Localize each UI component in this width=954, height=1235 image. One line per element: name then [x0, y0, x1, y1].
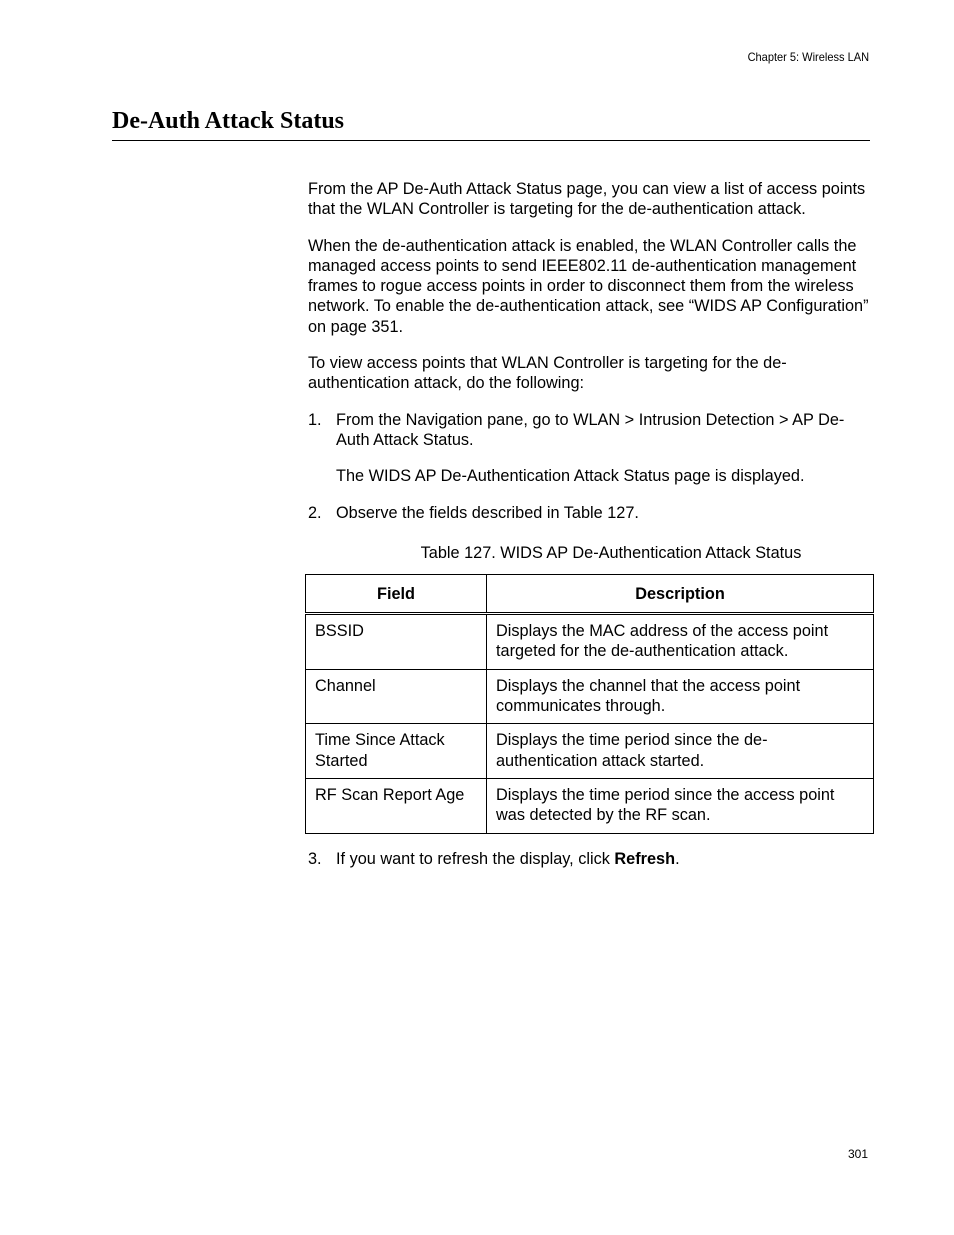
table-caption: Table 127. WIDS AP De-Authentication Attack Status	[420, 543, 802, 562]
table-row	[306, 778, 874, 833]
step-1-result: The WIDS AP De-Authentication Attack Status page is displayed.	[336, 467, 805, 486]
step-text: Observe the fields described in Table 127.	[336, 503, 639, 522]
field-cell: RF Scan Report Age	[306, 778, 487, 833]
title-rule	[112, 140, 870, 141]
deauth-explanation-paragraph: When the de-authentication attack is enabled, the WLAN Controller calls the managed access points to send IEEE802.11 de-authentication management frames to rogue access points in order to disconnect them from the wireless network. To enable the de-authentication attack, see “WIDS AP Configuration” on page 351.	[308, 236, 869, 336]
field-cell: Channel	[306, 669, 487, 724]
step-number: 3.	[308, 849, 322, 868]
section-title: De-Auth Attack Status	[112, 108, 345, 134]
step-number: 2.	[308, 503, 322, 522]
step-text: From the Navigation pane, go to WLAN > Intrusion Detection > AP De-Auth Attack Status.	[336, 410, 845, 449]
description-cell: Displays the time period since the access point was detected by the RF scan.	[487, 778, 874, 833]
description-cell: Displays the MAC address of the access point targeted for the de-authentication attack.	[487, 614, 874, 670]
field-cell: Time Since Attack Started	[306, 724, 487, 779]
step-text-after: .	[675, 849, 680, 868]
table-row	[306, 614, 874, 670]
fields-table	[305, 574, 874, 833]
step-1	[308, 410, 874, 451]
header-description: Description	[487, 575, 874, 614]
description-cell: Displays the time period since the de-authentication attack started.	[487, 724, 874, 779]
step-number: 1.	[308, 410, 322, 429]
step-2	[308, 503, 874, 523]
step-3	[308, 849, 874, 869]
table-header-row	[306, 575, 874, 614]
running-header: Chapter 5: Wireless LAN	[747, 50, 869, 64]
table-row	[306, 669, 874, 724]
header-field: Field	[306, 575, 487, 614]
intro-paragraph: From the AP De-Auth Attack Status page, you can view a list of access points that the WLAN Controller is targeting for the de-authentication attack.	[308, 180, 866, 219]
description-cell: Displays the channel that the access point communicates through.	[487, 669, 874, 724]
table-row	[306, 724, 874, 779]
refresh-term: Refresh	[614, 849, 676, 868]
step-text-before: If you want to refresh the display, click	[336, 849, 615, 868]
body-text	[308, 179, 874, 885]
field-cell: BSSID	[306, 614, 487, 670]
procedure-intro-paragraph: To view access points that WLAN Controller is targeting for the de-authentication attack, do the following:	[308, 354, 787, 393]
page-number: 301	[847, 1147, 868, 1161]
